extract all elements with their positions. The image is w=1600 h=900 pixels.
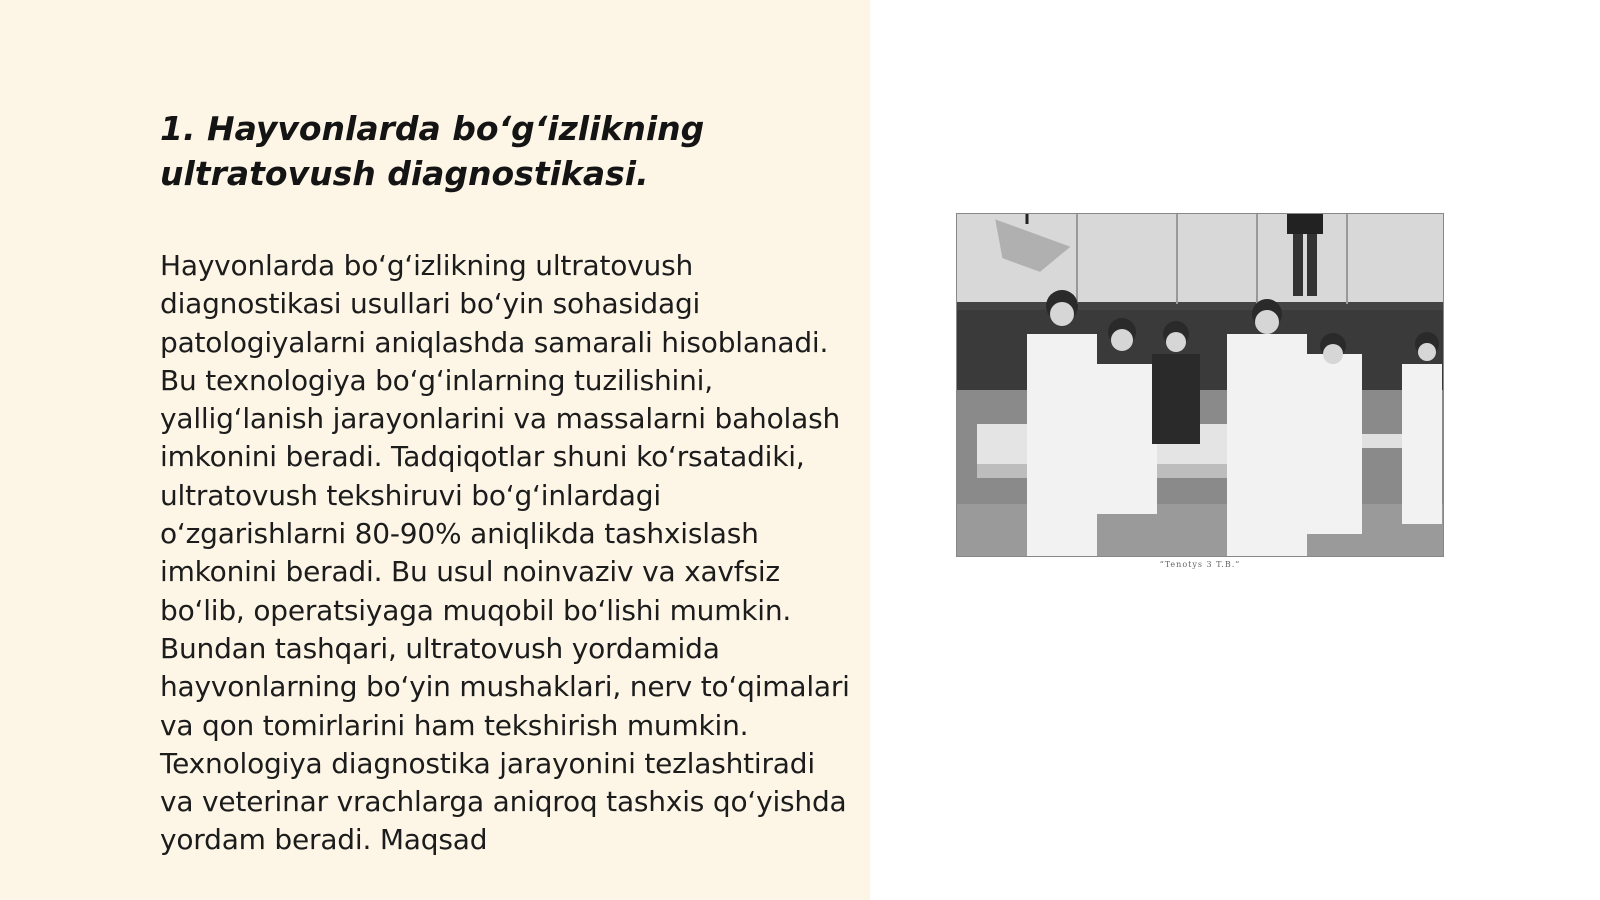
photo-caption: “Tenotys 3 T.B.” bbox=[1159, 560, 1241, 569]
slide-body-text: Hayvonlarda bo‘g‘izlikning ultratovush diagnostikasi usullari bo‘yin sohasidagi patologiyalarni aniqlashda samarali hisoblanadi. Bu texnologiya bo‘g‘inlarning tuzilishini, yallig‘lanish jarayonlarini va massalarni baholash imkonini beradi. Tadqiqotlar shuni ko‘rsatadiki, ultratovush tekshiruvi bo‘g‘inlardagi o‘zgarishlarni 80-90% aniqlikda tashxislash imkonini beradi. Bu usul noinvaziv va xavfsiz bo‘lib, operatsiyaga muqobil bo‘lishi mumkin. Bundan tashqari, ultratovush yordamida hayvonlarning bo‘yin mushaklari, nerv to‘qimalari va qon tomirlarini ham tekshirish mumkin. Texnologiya diagnostika jarayonini tezlashtiradi va veterinar vrachlarga aniqroq tashxis qo‘yishda yordam beradi. Maqsad bbox=[160, 249, 850, 857]
slide-title: 1. Hayvonlarda bo‘g‘izlikning ultratovush diagnostikasi. bbox=[160, 109, 705, 193]
operating-room-photo bbox=[956, 213, 1444, 557]
